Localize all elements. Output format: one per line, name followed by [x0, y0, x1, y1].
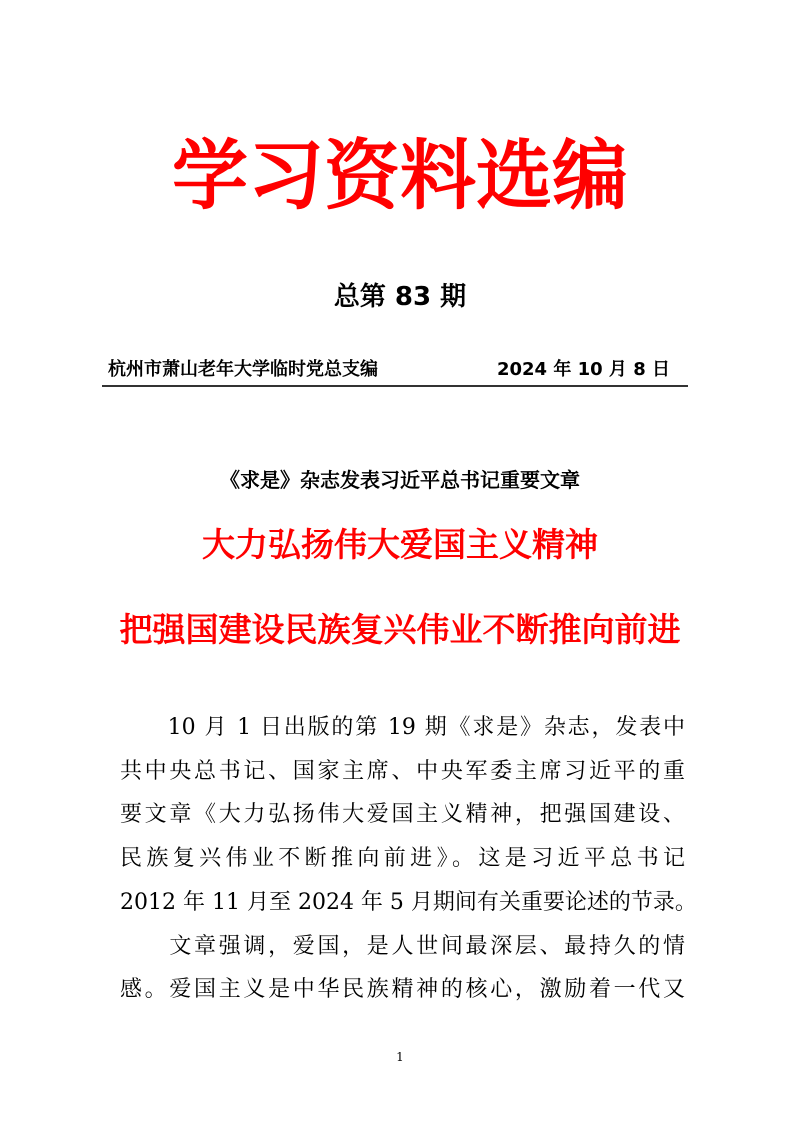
- publication-date: 2024 年 10 月 8 日: [496, 359, 670, 380]
- body-line: 民族复兴伟业不断推向前进》。这是习近平总书记: [120, 846, 685, 872]
- article-body: [120, 706, 697, 1012]
- issue-number: 总第 83 期: [333, 282, 467, 312]
- body-line: 10 月 1 日出版的第 19 期《求是》杂志，发表中: [120, 715, 685, 740]
- body-line: 感。爱国主义是中华民族精神的核心，激励着一代又: [120, 977, 685, 1003]
- headline-line-2: 把强国建设民族复兴伟业不断推向前进: [119, 610, 681, 649]
- page-number: 1: [396, 1050, 404, 1064]
- editor-label: 杭州市萧山老年大学临时党总支编: [108, 359, 378, 380]
- article-kicker: 《求是》杂志发表习近平总书记重要文章: [220, 468, 580, 492]
- body-line: 共中央总书记、国家主席、中央军委主席习近平的重: [120, 758, 685, 784]
- publication-title: 学习资料选编: [172, 131, 628, 220]
- body-line: 2012 年 11 月至 2024 年 5 月期间有关重要论述的节录。: [120, 889, 697, 915]
- headline-line-1: 大力弘扬伟大爱国主义精神: [202, 525, 598, 564]
- body-line: 文章强调，爱国，是人世间最深层、最持久的情: [120, 933, 685, 959]
- header-divider: [102, 385, 688, 387]
- body-line: 要文章《大力弘扬伟大爱国主义精神，把强国建设、: [120, 802, 685, 828]
